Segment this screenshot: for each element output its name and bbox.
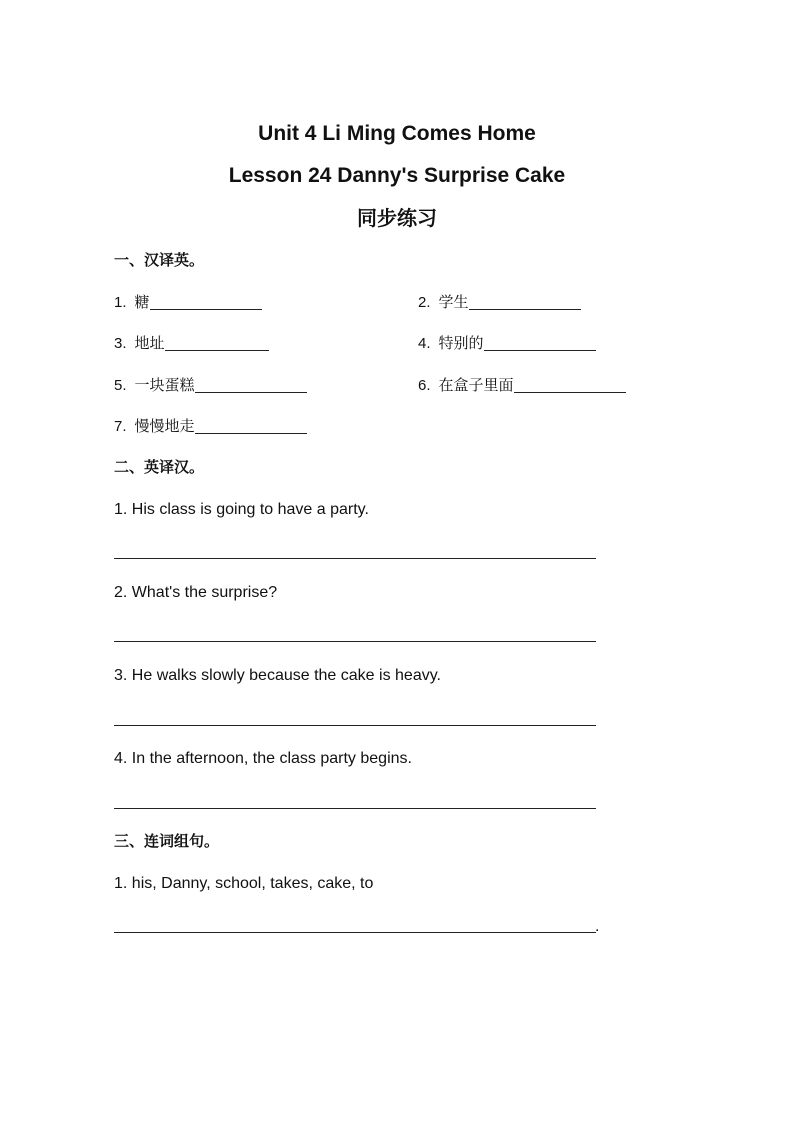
answer-blank[interactable] (150, 308, 262, 310)
section-heading-translate-en-cn: 二、英译汉。 (114, 459, 205, 476)
answer-line[interactable] (114, 558, 596, 559)
vocab-term: 特别的 (438, 335, 484, 352)
sentence-item: 2. What's the surprise? (114, 584, 278, 601)
section-heading-word-order: 三、连词组句。 (114, 833, 220, 850)
vocab-term: 学生 (438, 294, 469, 311)
vocab-item (114, 417, 307, 437)
vocab-term: 地址 (134, 335, 165, 352)
sentence-item: 3. He walks slowly because the cake is heavy. (114, 667, 441, 684)
answer-blank[interactable] (469, 308, 581, 310)
lesson-title: Lesson 24 Danny's Surprise Cake (228, 164, 566, 187)
answer-blank[interactable] (165, 349, 269, 351)
answer-blank[interactable] (484, 349, 596, 351)
vocab-item (114, 293, 262, 313)
worksheet-subtitle: 同步练习 (357, 208, 437, 230)
vocab-term: 在盒子里面 (438, 377, 514, 394)
item-number: 6. (418, 377, 431, 394)
unit-title: Unit 4 Li Ming Comes Home (258, 122, 536, 145)
answer-line[interactable] (114, 808, 596, 809)
item-number: 7. (114, 418, 127, 435)
answer-blank[interactable] (514, 391, 626, 393)
answer-line[interactable] (114, 725, 596, 726)
sentence-end-mark: . (595, 918, 600, 935)
item-number: 2. (418, 294, 431, 311)
vocab-term: 一块蛋糕 (134, 377, 195, 394)
answer-blank[interactable] (195, 432, 307, 434)
item-number: 1. (114, 294, 127, 311)
item-number: 3. (114, 335, 127, 352)
answer-line[interactable] (114, 932, 596, 933)
item-number: 4. (418, 335, 431, 352)
vocab-item (114, 376, 307, 396)
vocab-term: 慢慢地走 (134, 418, 195, 435)
answer-blank[interactable] (195, 391, 307, 393)
sentence-item: 1. his, Danny, school, takes, cake, to (114, 875, 374, 892)
section-heading-translate-cn-en: 一、汉译英。 (114, 252, 205, 269)
vocab-item (114, 334, 269, 354)
vocab-term: 糖 (134, 294, 150, 311)
vocab-item (418, 293, 581, 313)
vocab-item (418, 376, 626, 396)
vocab-item (418, 334, 596, 354)
sentence-item: 4. In the afternoon, the class party begins. (114, 750, 412, 767)
item-number: 5. (114, 377, 127, 394)
answer-line[interactable] (114, 641, 596, 642)
sentence-item: 1. His class is going to have a party. (114, 501, 369, 518)
